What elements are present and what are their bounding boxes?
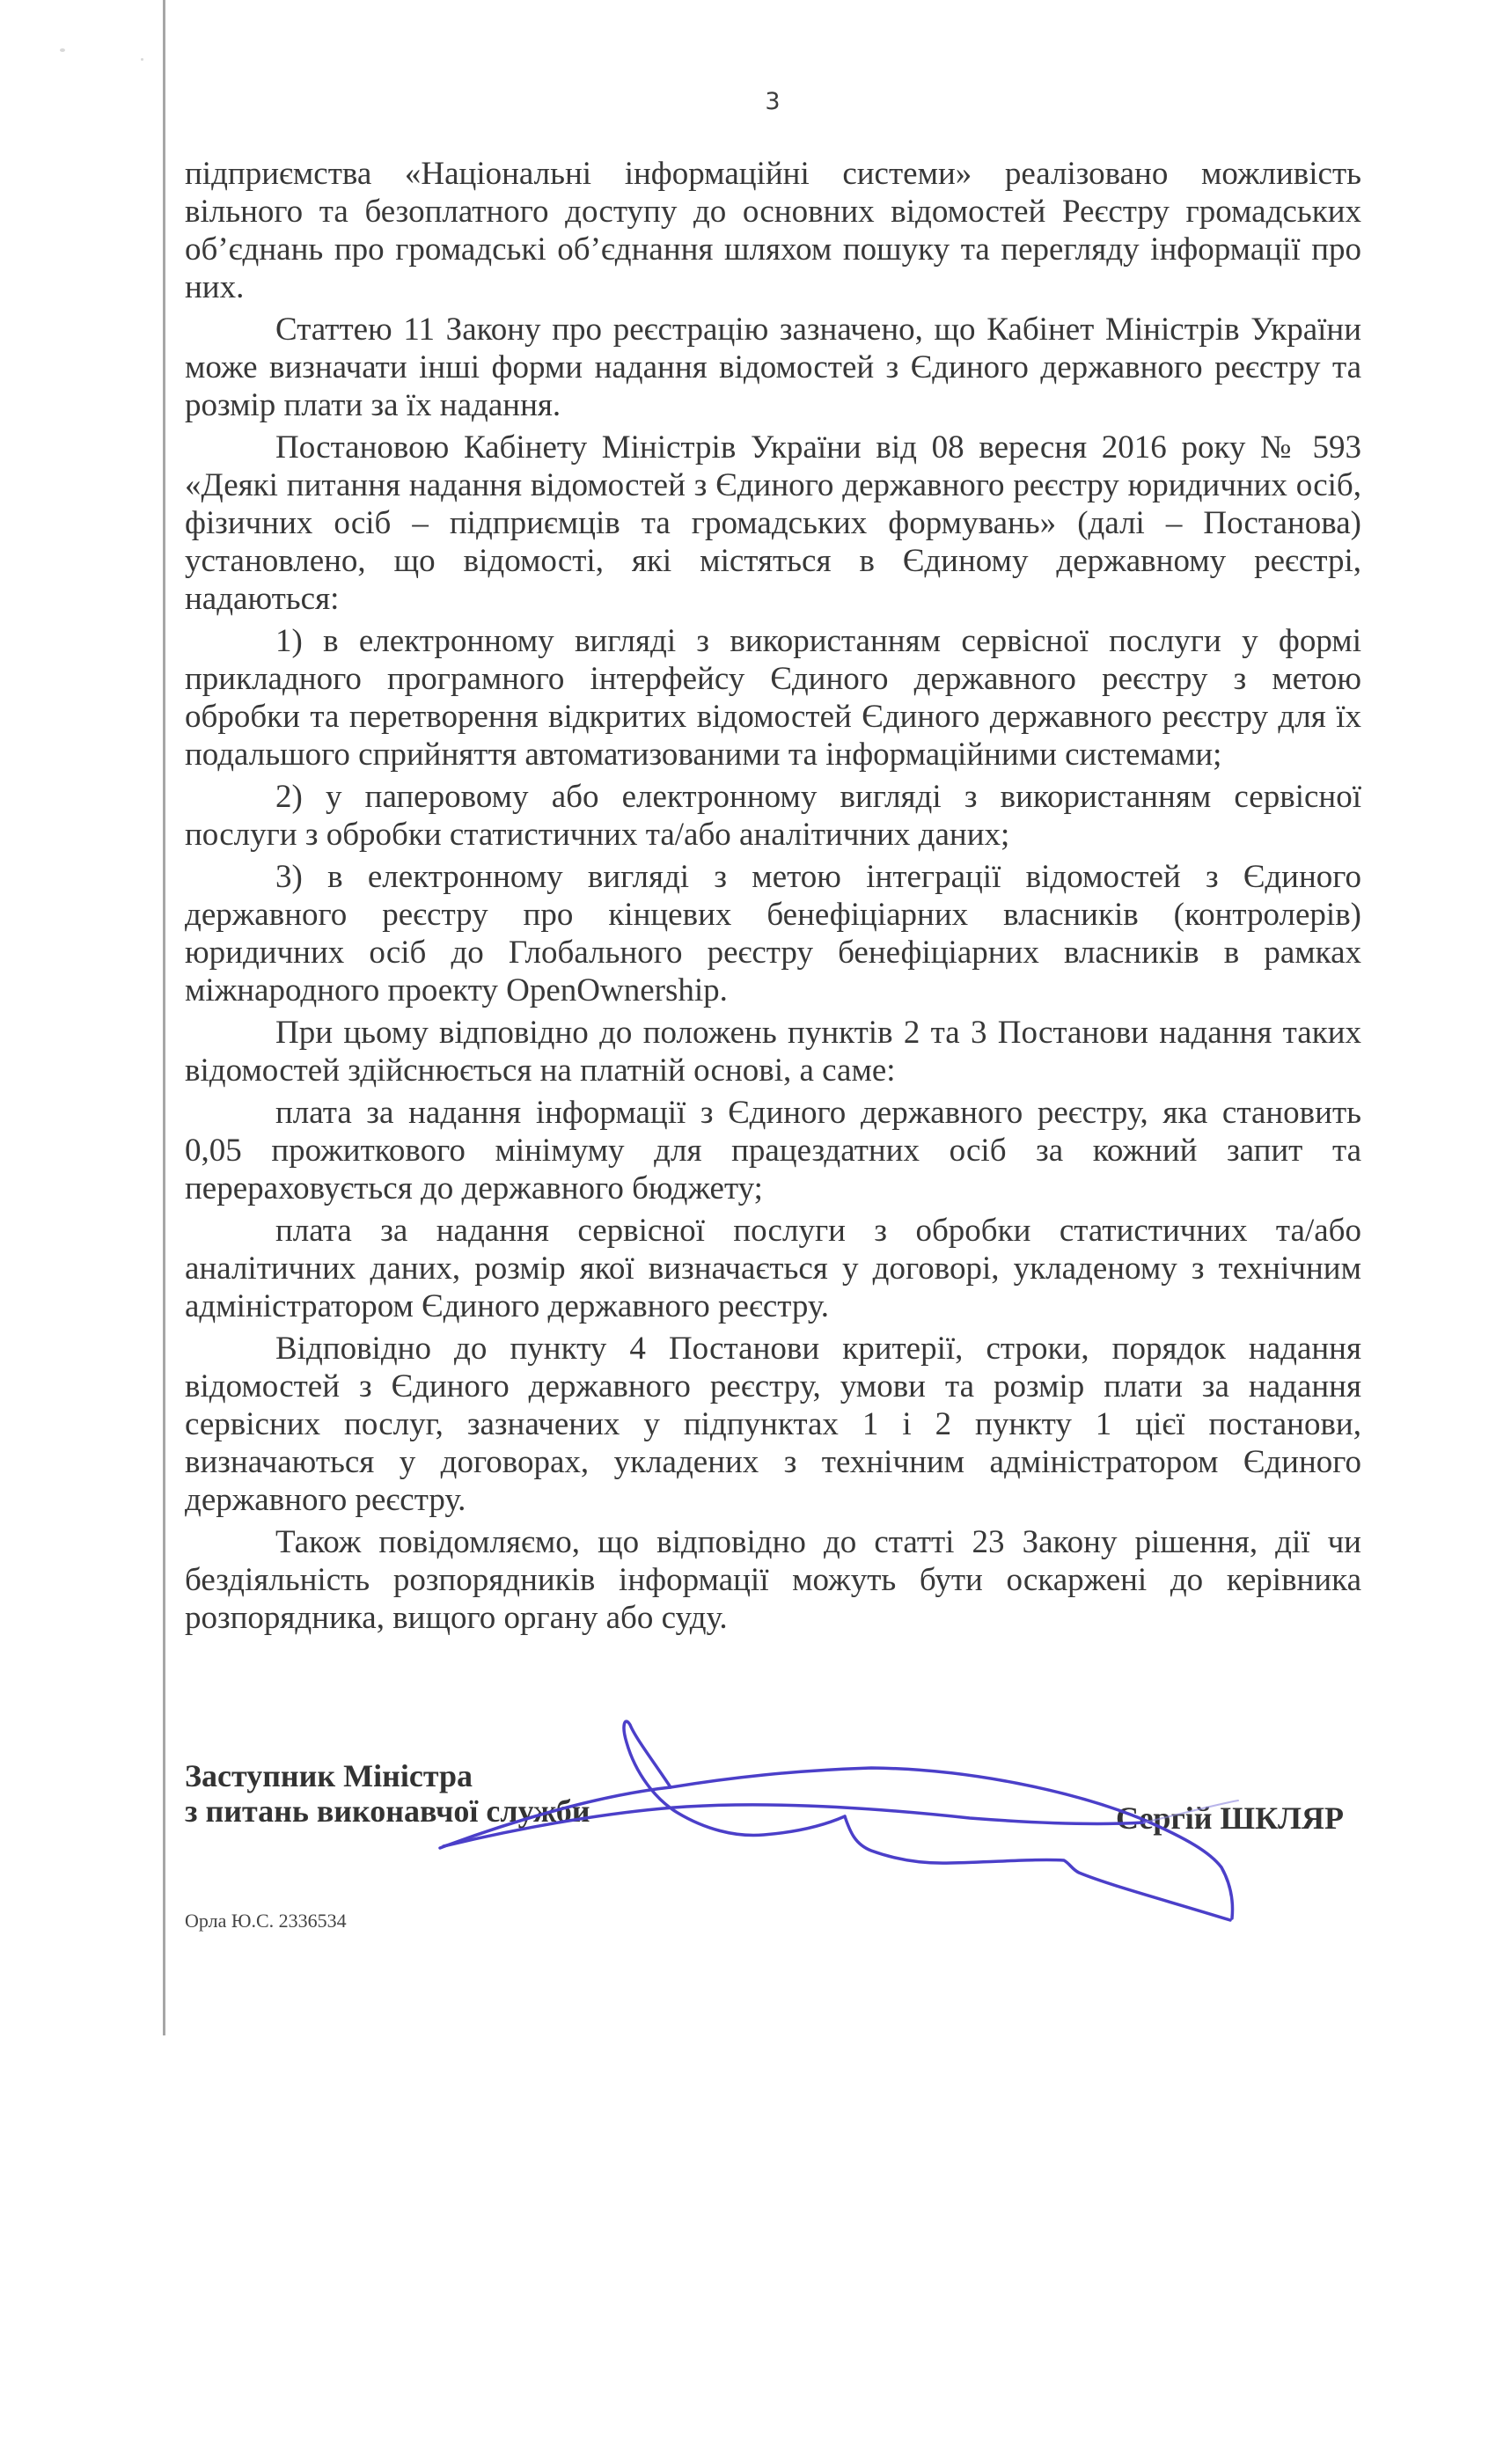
paragraph: Постановою Кабінету Міністрів України від 08 вересня 2016 року № 593 «Деякі питання надання відомостей з Єдиного державного реєстру юридичних осіб, фізичних осіб – підприємців та громадських формувань» (далі – Постанова) установлено, що відомості, які містяться в Єдиному державному реєстрі, надаються: [185, 429, 1361, 617]
executor-note: Орла Ю.С. 2336534 [185, 1910, 347, 1932]
scan-speck [141, 58, 143, 61]
letter-body [185, 155, 1361, 1641]
paragraph: плата за надання сервісної послуги з обробки статистичних та/або аналітичних даних, розмір якої визначається у договорі, укладеному з технічним адміністратором Єдиного державного реєстру. [185, 1213, 1361, 1324]
signatory-position [185, 1758, 590, 1829]
signatory-name: Сергій ШКЛЯР [1116, 1800, 1344, 1836]
paragraph: Також повідомляємо, що відповідно до статті 23 Закону рішення, дії чи бездіяльність розпорядників інформації можуть бути оскаржені до керівника розпорядника, вищого органу або суду. [185, 1524, 1361, 1636]
page-number: 3 [765, 88, 781, 115]
list-item: 2) у паперовому або електронному вигляді з використанням сервісної послуги з обробки статистичних та/або аналітичних даних; [185, 779, 1361, 853]
paragraph: При цьому відповідно до положень пунктів 2 та 3 Постанови надання таких відомостей здійснюється на платній основі, а саме: [185, 1015, 1361, 1089]
page-edge-line [163, 0, 165, 2035]
signatory-position-line1: Заступник Міністра [185, 1758, 473, 1793]
scan-speck [60, 48, 65, 52]
list-item: 1) в електронному вигляді з використанням сервісної послуги у формі прикладного програмного інтерфейсу Єдиного державного реєстру з метою обробки та перетворення відкритих відомостей Єдиного державного реєстру для їх подальшого сприйняття автоматизованими та інформаційними системами; [185, 623, 1361, 773]
signatory-position-line2: з питань виконавчої служби [185, 1793, 590, 1829]
signature-stroke [624, 1721, 845, 1835]
paragraph: Статтею 11 Закону про реєстрацію зазначено, що Кабінет Міністрів України може визначати інші форми надання відомостей з Єдиного державного реєстру та розмір плати за їх надання. [185, 312, 1361, 423]
paragraph: підприємства «Національні інформаційні системи» реалізовано можливість вільного та безоплатного доступу до основних відомостей Реєстру громадських об’єднань про громадські об’єднання шляхом пошуку та перегляду інформації про них. [185, 156, 1361, 305]
paragraph: плата за надання інформації з Єдиного державного реєстру, яка становить 0,05 прожиткового мінімуму для працездатних осіб за кожний запит та перераховується до державного бюджету; [185, 1095, 1361, 1206]
list-item: 3) в електронному вигляді з метою інтеграції відомостей з Єдиного державного реєстру про кінцевих бенефіціарних власників (контролерів) юридичних осіб до Глобального реєстру бенефіціарних власників в рамках міжнародного проекту OpenOwnership. [185, 859, 1361, 1008]
paragraph: Відповідно до пункту 4 Постанови критерії, строки, порядок надання відомостей з Єдиного державного реєстру, умови та розмір плати за надання сервісних послуг, зазначених у підпунктах 1 і 2 пункту 1 цієї постанови, визначаються у договорах, укладених з технічним адміністратором Єдиного державного реєстру. [185, 1331, 1361, 1518]
